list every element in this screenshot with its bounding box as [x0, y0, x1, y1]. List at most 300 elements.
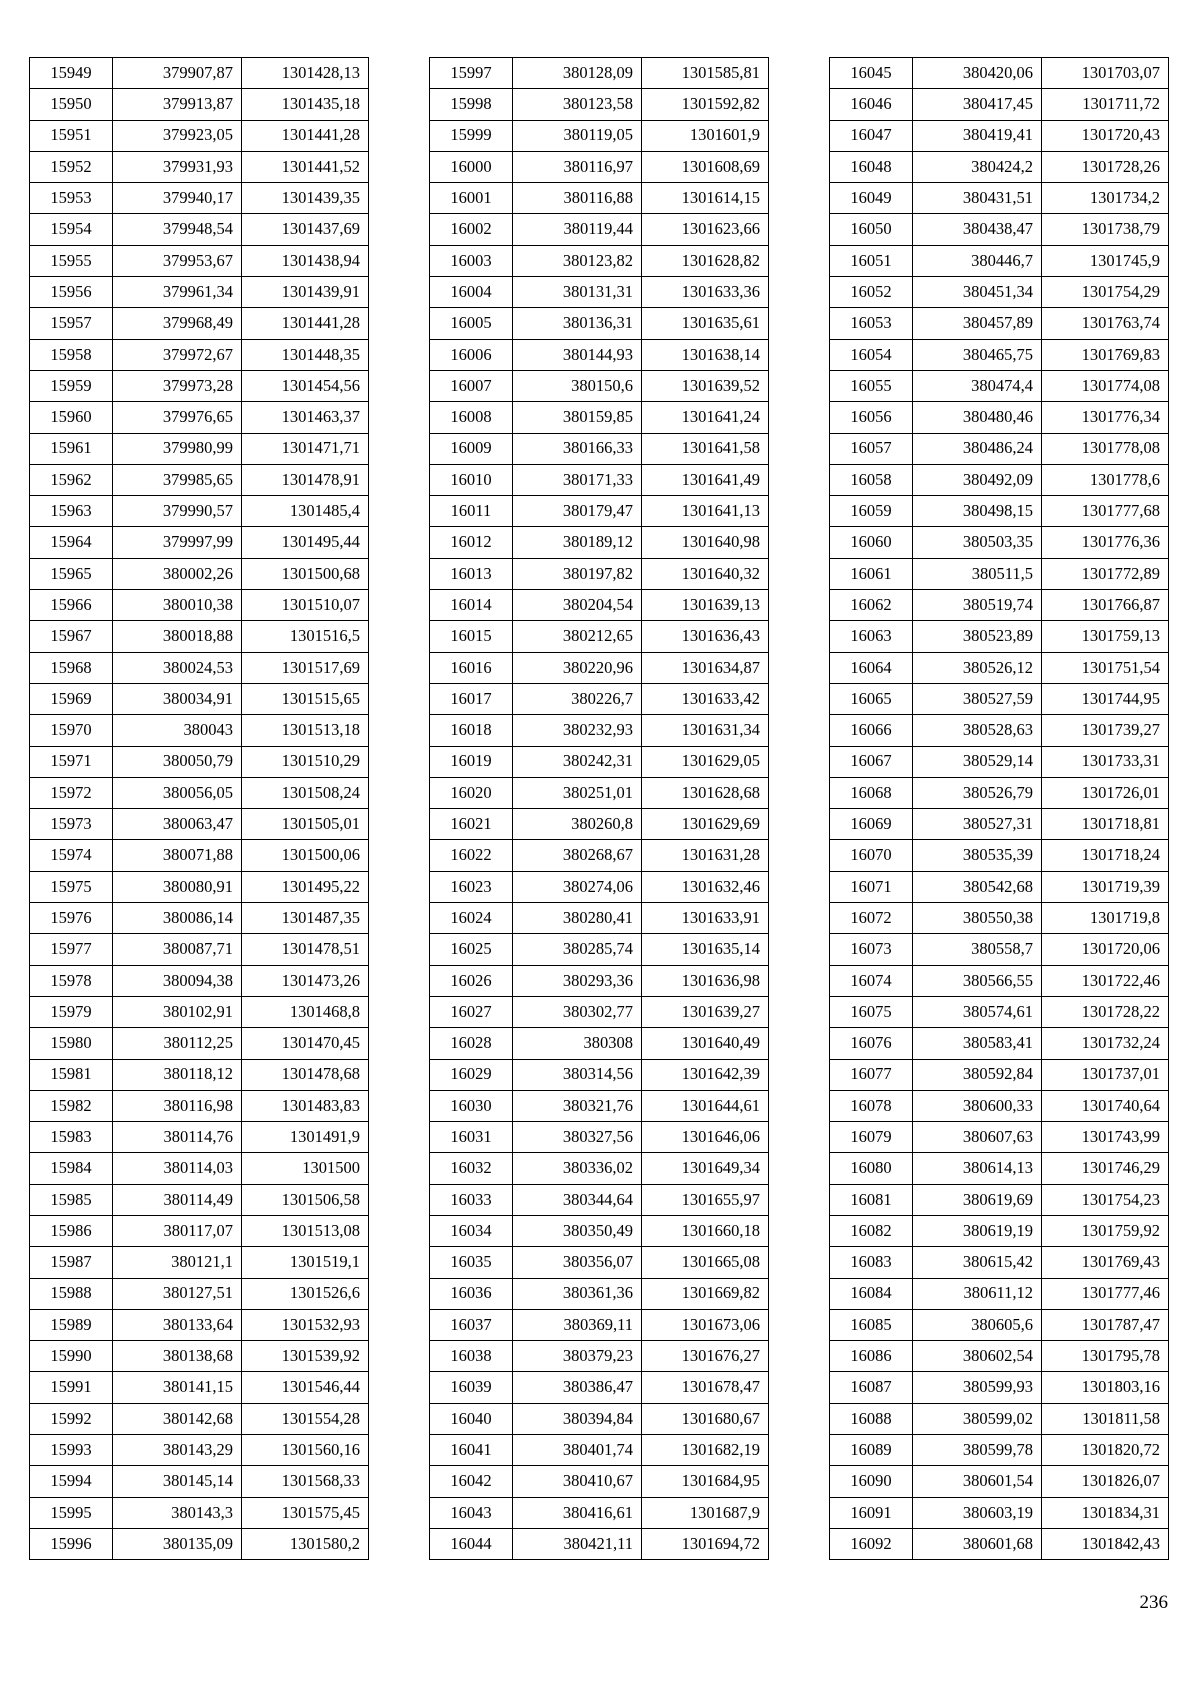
x-coordinate-cell: 380356,07 — [513, 1247, 642, 1278]
x-coordinate-cell: 379953,67 — [113, 245, 242, 276]
point-number-cell: 16062 — [830, 590, 913, 621]
table-row — [430, 871, 769, 902]
x-coordinate-cell: 380592,84 — [913, 1059, 1042, 1090]
y-coordinate-cell: 1301585,81 — [642, 58, 769, 89]
point-number-cell: 16015 — [430, 621, 513, 652]
x-coordinate-cell: 380119,05 — [513, 120, 642, 151]
y-coordinate-cell: 1301734,2 — [1042, 183, 1169, 214]
y-coordinate-cell: 1301769,83 — [1042, 339, 1169, 370]
point-number-cell: 16089 — [830, 1435, 913, 1466]
table-row — [830, 308, 1169, 339]
point-number-cell: 16021 — [430, 809, 513, 840]
y-coordinate-cell: 1301660,18 — [642, 1215, 769, 1246]
table-row — [830, 496, 1169, 527]
table-row — [830, 1372, 1169, 1403]
point-number-cell: 15979 — [30, 996, 113, 1027]
table-row — [430, 308, 769, 339]
x-coordinate-cell: 380386,47 — [513, 1372, 642, 1403]
point-number-cell: 15976 — [30, 903, 113, 934]
y-coordinate-cell: 1301777,46 — [1042, 1278, 1169, 1309]
y-coordinate-cell: 1301441,28 — [242, 120, 369, 151]
y-coordinate-cell: 1301439,35 — [242, 183, 369, 214]
y-coordinate-cell: 1301759,92 — [1042, 1215, 1169, 1246]
x-coordinate-cell: 380128,09 — [513, 58, 642, 89]
x-coordinate-cell: 380166,33 — [513, 433, 642, 464]
point-number-cell: 16045 — [830, 58, 913, 89]
point-number-cell: 16075 — [830, 996, 913, 1027]
y-coordinate-cell: 1301554,28 — [242, 1403, 369, 1434]
table-row — [30, 871, 369, 902]
table-row — [30, 621, 369, 652]
x-coordinate-cell: 380080,91 — [113, 871, 242, 902]
point-number-cell: 16011 — [430, 496, 513, 527]
point-number-cell: 16080 — [830, 1153, 913, 1184]
y-coordinate-cell: 1301641,13 — [642, 496, 769, 527]
point-number-cell: 15971 — [30, 746, 113, 777]
point-number-cell: 16063 — [830, 621, 913, 652]
x-coordinate-cell: 380519,74 — [913, 590, 1042, 621]
table-row — [830, 1247, 1169, 1278]
x-coordinate-cell: 380523,89 — [913, 621, 1042, 652]
x-coordinate-cell: 380511,5 — [913, 558, 1042, 589]
table-row — [830, 1309, 1169, 1340]
point-number-cell: 16067 — [830, 746, 913, 777]
y-coordinate-cell: 1301515,65 — [242, 683, 369, 714]
point-number-cell: 15997 — [430, 58, 513, 89]
point-number-cell: 15956 — [30, 277, 113, 308]
x-coordinate-cell: 380127,51 — [113, 1278, 242, 1309]
table-row — [830, 1184, 1169, 1215]
x-coordinate-cell: 380566,55 — [913, 965, 1042, 996]
x-coordinate-cell: 380141,15 — [113, 1372, 242, 1403]
x-coordinate-cell: 380121,1 — [113, 1247, 242, 1278]
y-coordinate-cell: 1301500 — [242, 1153, 369, 1184]
table-row — [30, 715, 369, 746]
point-number-cell: 15950 — [30, 89, 113, 120]
point-number-cell: 16077 — [830, 1059, 913, 1090]
x-coordinate-cell: 380274,06 — [513, 871, 642, 902]
point-number-cell: 16086 — [830, 1341, 913, 1372]
point-number-cell: 16071 — [830, 871, 913, 902]
y-coordinate-cell: 1301473,26 — [242, 965, 369, 996]
table-row — [30, 1184, 369, 1215]
table-row — [30, 1435, 369, 1466]
point-number-cell: 16076 — [830, 1028, 913, 1059]
x-coordinate-cell: 380599,93 — [913, 1372, 1042, 1403]
y-coordinate-cell: 1301641,58 — [642, 433, 769, 464]
x-coordinate-cell: 380361,36 — [513, 1278, 642, 1309]
x-coordinate-cell: 380024,53 — [113, 652, 242, 683]
point-number-cell: 16006 — [430, 339, 513, 370]
y-coordinate-cell: 1301826,07 — [1042, 1466, 1169, 1497]
table-row — [30, 965, 369, 996]
x-coordinate-cell: 380607,63 — [913, 1122, 1042, 1153]
y-coordinate-cell: 1301795,78 — [1042, 1341, 1169, 1372]
table-row — [30, 120, 369, 151]
y-coordinate-cell: 1301495,44 — [242, 527, 369, 558]
x-coordinate-cell: 380615,42 — [913, 1247, 1042, 1278]
y-coordinate-cell: 1301776,36 — [1042, 527, 1169, 558]
x-coordinate-cell: 380528,63 — [913, 715, 1042, 746]
y-coordinate-cell: 1301508,24 — [242, 777, 369, 808]
y-coordinate-cell: 1301649,34 — [642, 1153, 769, 1184]
point-number-cell: 16012 — [430, 527, 513, 558]
x-coordinate-cell: 379923,05 — [113, 120, 242, 151]
x-coordinate-cell: 380135,09 — [113, 1528, 242, 1559]
x-coordinate-cell: 380063,47 — [113, 809, 242, 840]
table-row — [430, 1215, 769, 1246]
x-coordinate-cell: 380314,56 — [513, 1059, 642, 1090]
x-coordinate-cell: 380529,14 — [913, 746, 1042, 777]
table-row — [830, 590, 1169, 621]
y-coordinate-cell: 1301640,49 — [642, 1028, 769, 1059]
point-number-cell: 16001 — [430, 183, 513, 214]
table-row — [430, 89, 769, 120]
table-row — [30, 1341, 369, 1372]
page-number: 236 — [1139, 1592, 1168, 1613]
x-coordinate-cell: 379913,87 — [113, 89, 242, 120]
x-coordinate-cell: 380220,96 — [513, 652, 642, 683]
y-coordinate-cell: 1301678,47 — [642, 1372, 769, 1403]
table-row — [830, 903, 1169, 934]
table-row — [430, 1059, 769, 1090]
table-row — [430, 1528, 769, 1559]
table-row — [430, 809, 769, 840]
y-coordinate-cell: 1301592,82 — [642, 89, 769, 120]
y-coordinate-cell: 1301739,27 — [1042, 715, 1169, 746]
table-row — [430, 496, 769, 527]
y-coordinate-cell: 1301439,91 — [242, 277, 369, 308]
y-coordinate-cell: 1301510,29 — [242, 746, 369, 777]
y-coordinate-cell: 1301478,51 — [242, 934, 369, 965]
point-number-cell: 16005 — [430, 308, 513, 339]
y-coordinate-cell: 1301665,08 — [642, 1247, 769, 1278]
point-number-cell: 15994 — [30, 1466, 113, 1497]
table-row — [430, 777, 769, 808]
y-coordinate-cell: 1301639,52 — [642, 370, 769, 401]
y-coordinate-cell: 1301633,91 — [642, 903, 769, 934]
x-coordinate-cell: 380401,74 — [513, 1435, 642, 1466]
y-coordinate-cell: 1301718,81 — [1042, 809, 1169, 840]
point-number-cell: 16020 — [430, 777, 513, 808]
table-row — [30, 464, 369, 495]
table-row — [430, 464, 769, 495]
x-coordinate-cell: 380614,13 — [913, 1153, 1042, 1184]
y-coordinate-cell: 1301505,01 — [242, 809, 369, 840]
y-coordinate-cell: 1301646,06 — [642, 1122, 769, 1153]
point-number-cell: 16047 — [830, 120, 913, 151]
point-number-cell: 16058 — [830, 464, 913, 495]
point-number-cell: 15958 — [30, 339, 113, 370]
table-row — [30, 934, 369, 965]
table-row — [830, 277, 1169, 308]
x-coordinate-cell: 380123,82 — [513, 245, 642, 276]
coordinate-table-1 — [29, 57, 369, 1560]
x-coordinate-cell: 380535,39 — [913, 840, 1042, 871]
coordinate-table-3 — [829, 57, 1169, 1560]
y-coordinate-cell: 1301575,45 — [242, 1497, 369, 1528]
y-coordinate-cell: 1301631,34 — [642, 715, 769, 746]
table-row — [830, 1090, 1169, 1121]
table-row — [830, 464, 1169, 495]
x-coordinate-cell: 380424,2 — [913, 151, 1042, 182]
point-number-cell: 15967 — [30, 621, 113, 652]
y-coordinate-cell: 1301580,2 — [242, 1528, 369, 1559]
point-number-cell: 15977 — [30, 934, 113, 965]
point-number-cell: 15989 — [30, 1309, 113, 1340]
table-row — [430, 1466, 769, 1497]
y-coordinate-cell: 1301733,31 — [1042, 746, 1169, 777]
x-coordinate-cell: 380619,69 — [913, 1184, 1042, 1215]
point-number-cell: 16027 — [430, 996, 513, 1027]
table-row — [30, 1028, 369, 1059]
point-number-cell: 16035 — [430, 1247, 513, 1278]
x-coordinate-cell: 380050,79 — [113, 746, 242, 777]
x-coordinate-cell: 380503,35 — [913, 527, 1042, 558]
point-number-cell: 16057 — [830, 433, 913, 464]
y-coordinate-cell: 1301632,46 — [642, 871, 769, 902]
point-number-cell: 16060 — [830, 527, 913, 558]
point-number-cell: 15953 — [30, 183, 113, 214]
y-coordinate-cell: 1301623,66 — [642, 214, 769, 245]
y-coordinate-cell: 1301744,95 — [1042, 683, 1169, 714]
table-row — [30, 652, 369, 683]
y-coordinate-cell: 1301803,16 — [1042, 1372, 1169, 1403]
point-number-cell: 15991 — [30, 1372, 113, 1403]
point-number-cell: 15975 — [30, 871, 113, 902]
y-coordinate-cell: 1301517,69 — [242, 652, 369, 683]
table-row — [430, 527, 769, 558]
x-coordinate-cell: 380574,61 — [913, 996, 1042, 1027]
table-row — [830, 1278, 1169, 1309]
y-coordinate-cell: 1301635,14 — [642, 934, 769, 965]
point-number-cell: 16034 — [430, 1215, 513, 1246]
point-number-cell: 15978 — [30, 965, 113, 996]
y-coordinate-cell: 1301820,72 — [1042, 1435, 1169, 1466]
x-coordinate-cell: 380071,88 — [113, 840, 242, 871]
y-coordinate-cell: 1301500,68 — [242, 558, 369, 589]
table-row — [430, 1497, 769, 1528]
y-coordinate-cell: 1301441,28 — [242, 308, 369, 339]
table-row — [830, 58, 1169, 89]
y-coordinate-cell: 1301478,91 — [242, 464, 369, 495]
x-coordinate-cell: 380242,31 — [513, 746, 642, 777]
x-coordinate-cell: 380043 — [113, 715, 242, 746]
y-coordinate-cell: 1301673,06 — [642, 1309, 769, 1340]
point-number-cell: 16064 — [830, 652, 913, 683]
x-coordinate-cell: 380116,98 — [113, 1090, 242, 1121]
x-coordinate-cell: 380159,85 — [513, 402, 642, 433]
table-row — [430, 402, 769, 433]
table-row — [30, 527, 369, 558]
point-number-cell: 16037 — [430, 1309, 513, 1340]
table-row — [830, 777, 1169, 808]
point-number-cell: 16000 — [430, 151, 513, 182]
point-number-cell: 16039 — [430, 1372, 513, 1403]
point-number-cell: 16078 — [830, 1090, 913, 1121]
table-row — [830, 151, 1169, 182]
y-coordinate-cell: 1301635,61 — [642, 308, 769, 339]
x-coordinate-cell: 379997,99 — [113, 527, 242, 558]
point-number-cell: 15973 — [30, 809, 113, 840]
y-coordinate-cell: 1301639,13 — [642, 590, 769, 621]
table-row — [430, 1278, 769, 1309]
point-number-cell: 16072 — [830, 903, 913, 934]
table-row — [430, 1122, 769, 1153]
y-coordinate-cell: 1301694,72 — [642, 1528, 769, 1559]
y-coordinate-cell: 1301676,27 — [642, 1341, 769, 1372]
x-coordinate-cell: 380542,68 — [913, 871, 1042, 902]
x-coordinate-cell: 380420,06 — [913, 58, 1042, 89]
x-coordinate-cell: 379972,67 — [113, 339, 242, 370]
table-row — [830, 683, 1169, 714]
table-row — [430, 339, 769, 370]
x-coordinate-cell: 380498,15 — [913, 496, 1042, 527]
x-coordinate-cell: 380344,64 — [513, 1184, 642, 1215]
table-row — [830, 1153, 1169, 1184]
point-number-cell: 16036 — [430, 1278, 513, 1309]
x-coordinate-cell: 380144,93 — [513, 339, 642, 370]
table-row — [830, 183, 1169, 214]
point-number-cell: 15966 — [30, 590, 113, 621]
table-row — [430, 715, 769, 746]
table-row — [430, 934, 769, 965]
y-coordinate-cell: 1301642,39 — [642, 1059, 769, 1090]
point-number-cell: 16038 — [430, 1341, 513, 1372]
point-number-cell: 15982 — [30, 1090, 113, 1121]
x-coordinate-cell: 380119,44 — [513, 214, 642, 245]
y-coordinate-cell: 1301772,89 — [1042, 558, 1169, 589]
y-coordinate-cell: 1301711,72 — [1042, 89, 1169, 120]
x-coordinate-cell: 380379,23 — [513, 1341, 642, 1372]
y-coordinate-cell: 1301513,08 — [242, 1215, 369, 1246]
y-coordinate-cell: 1301639,27 — [642, 996, 769, 1027]
table-row — [830, 370, 1169, 401]
y-coordinate-cell: 1301687,9 — [642, 1497, 769, 1528]
point-number-cell: 15984 — [30, 1153, 113, 1184]
x-coordinate-cell: 379980,99 — [113, 433, 242, 464]
point-number-cell: 16004 — [430, 277, 513, 308]
point-number-cell: 15964 — [30, 527, 113, 558]
point-number-cell: 15985 — [30, 1184, 113, 1215]
y-coordinate-cell: 1301532,93 — [242, 1309, 369, 1340]
y-coordinate-cell: 1301491,9 — [242, 1122, 369, 1153]
table-row — [830, 1028, 1169, 1059]
table-row — [30, 370, 369, 401]
x-coordinate-cell: 380189,12 — [513, 527, 642, 558]
x-coordinate-cell: 380133,64 — [113, 1309, 242, 1340]
y-coordinate-cell: 1301769,43 — [1042, 1247, 1169, 1278]
x-coordinate-cell: 380451,34 — [913, 277, 1042, 308]
point-number-cell: 16016 — [430, 652, 513, 683]
point-number-cell: 15992 — [30, 1403, 113, 1434]
table-row — [430, 1435, 769, 1466]
table-row — [30, 496, 369, 527]
table-row — [430, 746, 769, 777]
x-coordinate-cell: 379931,93 — [113, 151, 242, 182]
y-coordinate-cell: 1301777,68 — [1042, 496, 1169, 527]
y-coordinate-cell: 1301539,92 — [242, 1341, 369, 1372]
point-number-cell: 15983 — [30, 1122, 113, 1153]
y-coordinate-cell: 1301485,4 — [242, 496, 369, 527]
table-row — [430, 590, 769, 621]
y-coordinate-cell: 1301470,45 — [242, 1028, 369, 1059]
point-number-cell: 16050 — [830, 214, 913, 245]
table-row — [30, 809, 369, 840]
y-coordinate-cell: 1301463,37 — [242, 402, 369, 433]
x-coordinate-cell: 380086,14 — [113, 903, 242, 934]
point-number-cell: 16007 — [430, 370, 513, 401]
x-coordinate-cell: 380394,84 — [513, 1403, 642, 1434]
y-coordinate-cell: 1301628,82 — [642, 245, 769, 276]
y-coordinate-cell: 1301842,43 — [1042, 1528, 1169, 1559]
point-number-cell: 16017 — [430, 683, 513, 714]
x-coordinate-cell: 380600,33 — [913, 1090, 1042, 1121]
x-coordinate-cell: 380599,78 — [913, 1435, 1042, 1466]
x-coordinate-cell: 380136,31 — [513, 308, 642, 339]
table-row — [30, 558, 369, 589]
point-number-cell: 15996 — [30, 1528, 113, 1559]
y-coordinate-cell: 1301568,33 — [242, 1466, 369, 1497]
x-coordinate-cell: 379976,65 — [113, 402, 242, 433]
point-number-cell: 16048 — [830, 151, 913, 182]
point-number-cell: 16069 — [830, 809, 913, 840]
y-coordinate-cell: 1301722,46 — [1042, 965, 1169, 996]
table-row — [430, 214, 769, 245]
y-coordinate-cell: 1301628,68 — [642, 777, 769, 808]
table-row — [430, 245, 769, 276]
table-row — [830, 934, 1169, 965]
x-coordinate-cell: 380419,41 — [913, 120, 1042, 151]
table-row — [430, 1247, 769, 1278]
x-coordinate-cell: 380131,31 — [513, 277, 642, 308]
table-row — [830, 996, 1169, 1027]
y-coordinate-cell: 1301719,39 — [1042, 871, 1169, 902]
table-row — [830, 1059, 1169, 1090]
table-row — [430, 120, 769, 151]
table-row — [830, 402, 1169, 433]
x-coordinate-cell: 380369,11 — [513, 1309, 642, 1340]
table-row — [30, 903, 369, 934]
x-coordinate-cell: 380611,12 — [913, 1278, 1042, 1309]
point-number-cell: 16028 — [430, 1028, 513, 1059]
y-coordinate-cell: 1301614,15 — [642, 183, 769, 214]
x-coordinate-cell: 380416,61 — [513, 1497, 642, 1528]
point-number-cell: 15986 — [30, 1215, 113, 1246]
table-row — [30, 1497, 369, 1528]
table-row — [830, 715, 1169, 746]
table-row — [30, 1528, 369, 1559]
point-number-cell: 15959 — [30, 370, 113, 401]
point-number-cell: 16022 — [430, 840, 513, 871]
x-coordinate-cell: 380526,79 — [913, 777, 1042, 808]
x-coordinate-cell: 380114,03 — [113, 1153, 242, 1184]
point-number-cell: 15957 — [30, 308, 113, 339]
point-number-cell: 16092 — [830, 1528, 913, 1559]
x-coordinate-cell: 380308 — [513, 1028, 642, 1059]
table-row — [430, 1403, 769, 1434]
y-coordinate-cell: 1301732,24 — [1042, 1028, 1169, 1059]
x-coordinate-cell: 380350,49 — [513, 1215, 642, 1246]
x-coordinate-cell: 380474,4 — [913, 370, 1042, 401]
x-coordinate-cell: 380116,88 — [513, 183, 642, 214]
x-coordinate-cell: 380118,12 — [113, 1059, 242, 1090]
table-row — [30, 996, 369, 1027]
x-coordinate-cell: 380114,49 — [113, 1184, 242, 1215]
table-row — [30, 683, 369, 714]
x-coordinate-cell: 380619,19 — [913, 1215, 1042, 1246]
point-number-cell: 16070 — [830, 840, 913, 871]
